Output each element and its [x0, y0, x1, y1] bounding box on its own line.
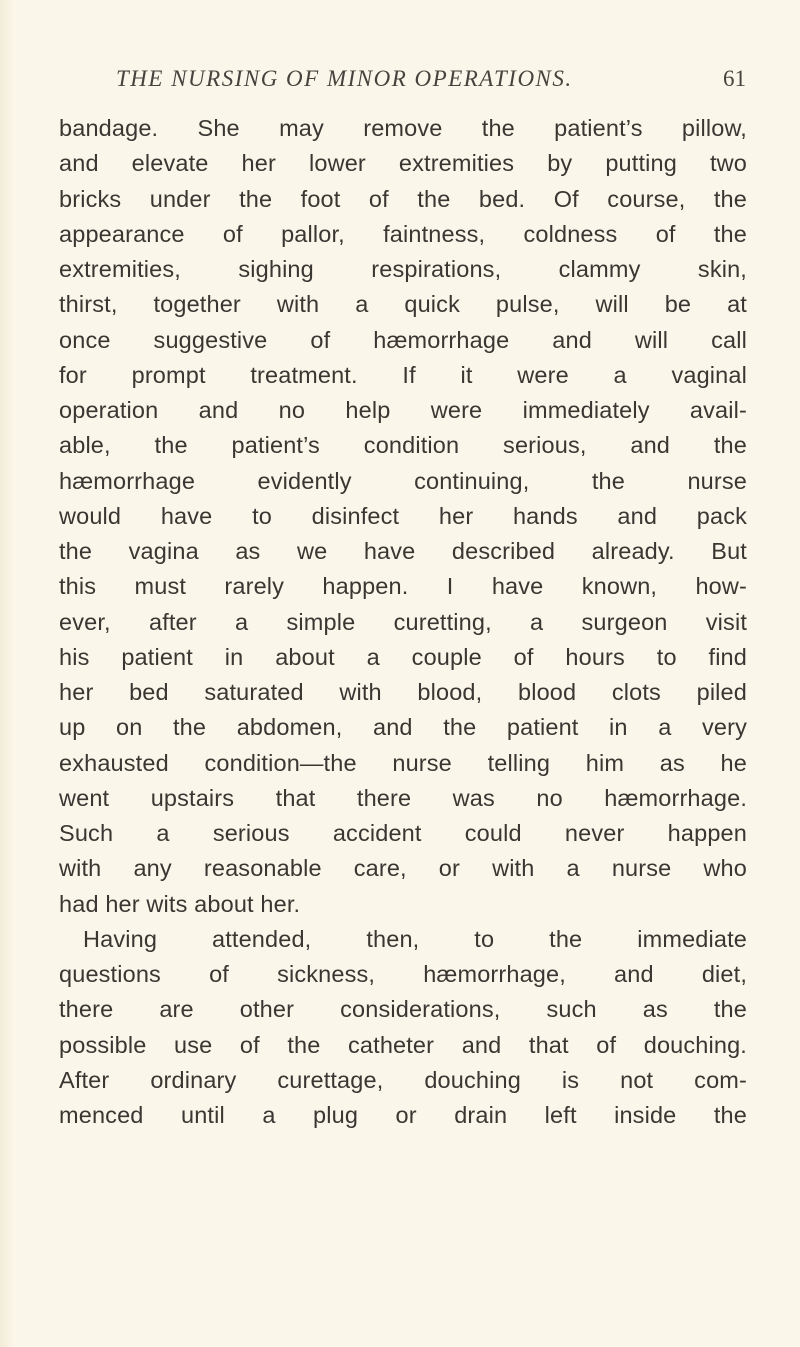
text-line: would have to disinfect her hands and pack	[59, 502, 747, 529]
page-edge-shadow	[0, 0, 14, 1347]
text-line: for prompt treatment. If it were a vaginal	[59, 361, 747, 388]
text-line: bricks under the foot of the bed. Of course, the	[59, 185, 747, 212]
text-line: menced until a plug or drain left inside the	[59, 1102, 747, 1128]
text-line: there are other considerations, such as the	[59, 996, 747, 1023]
page-header	[116, 66, 746, 98]
text-line: able, the patient’s condition serious, and the	[59, 432, 747, 459]
text-line: the vagina as we have described already. But	[59, 538, 747, 564]
paragraph-start-line: Having attended, then, to the immediate	[83, 925, 747, 952]
body-text	[59, 111, 747, 1133]
paragraph-end-line: had her wits about her.	[59, 890, 301, 917]
text-line: with any reasonable care, or with a nurse who	[59, 855, 747, 882]
text-line: went upstairs that there was no hæmorrhage.	[59, 784, 747, 811]
text-line: operation and no help were immediately avail-	[59, 397, 747, 423]
page-number: 61	[723, 66, 746, 91]
text-line: bandage. She may remove the patient’s pillow,	[59, 115, 747, 141]
text-line: extremities, sighing respirations, clammy skin,	[59, 256, 747, 282]
text-line: up on the abdomen, and the patient in a very	[59, 714, 747, 741]
running-title: THE NURSING OF MINOR OPERATIONS.	[116, 66, 573, 91]
text-line: possible use of the catheter and that of douching.	[59, 1031, 747, 1058]
text-line: appearance of pallor, faintness, coldness of the	[59, 220, 747, 247]
text-line: thirst, together with a quick pulse, will be at	[59, 291, 747, 318]
text-line: this must rarely happen. I have known, how-	[59, 573, 747, 600]
text-line: his patient in about a couple of hours to find	[59, 643, 747, 670]
text-line: and elevate her lower extremities by putting two	[59, 150, 747, 177]
text-line: ever, after a simple curetting, a surgeon visit	[59, 608, 747, 635]
text-line: questions of sickness, hæmorrhage, and diet,	[59, 961, 747, 987]
text-line: exhausted condition—the nurse telling him as he	[59, 749, 747, 776]
text-line: her bed saturated with blood, blood clots piled	[59, 679, 747, 705]
text-line: After ordinary curettage, douching is not com-	[59, 1066, 747, 1093]
text-line: once suggestive of hæmorrhage and will call	[59, 326, 747, 353]
text-line: Such a serious accident could never happen	[59, 820, 747, 846]
text-line: hæmorrhage evidently continuing, the nurse	[59, 467, 747, 494]
